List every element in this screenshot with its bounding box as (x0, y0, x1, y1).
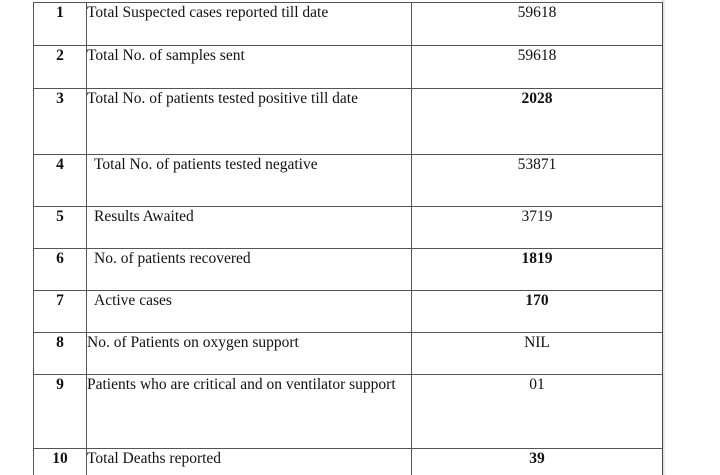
row-label: Patients who are critical and on ventilator support (87, 375, 412, 449)
row-value: 59618 (412, 46, 663, 89)
row-label: Total No. of samples sent (87, 46, 412, 89)
serial-number: 5 (34, 207, 87, 249)
table-row (34, 3, 663, 46)
row-value: 1819 (412, 249, 663, 291)
row-value: 53871 (412, 155, 663, 207)
row-value: 01 (412, 375, 663, 449)
serial-number: 2 (34, 46, 87, 89)
table-row (34, 449, 663, 475)
row-label: Total No. of patients tested positive till date (87, 89, 412, 155)
serial-number: 4 (34, 155, 87, 207)
row-value: 39 (412, 449, 663, 475)
row-label: Results Awaited (87, 207, 412, 249)
table-row (34, 333, 663, 375)
row-label: Active cases (87, 291, 412, 333)
row-label: Total No. of patients tested negative (87, 155, 412, 207)
serial-number: 6 (34, 249, 87, 291)
table-row (34, 207, 663, 249)
page-edge-shadow (662, 0, 666, 475)
row-value: 3719 (412, 207, 663, 249)
table-row (34, 155, 663, 207)
table-row (34, 249, 663, 291)
covid-status-table (33, 2, 663, 475)
table-row (34, 291, 663, 333)
serial-number: 10 (34, 449, 87, 475)
row-value: 2028 (412, 89, 663, 155)
serial-number: 9 (34, 375, 87, 449)
row-label: Total Suspected cases reported till date (87, 3, 412, 46)
row-label: No. of Patients on oxygen support (87, 333, 412, 375)
table-row (34, 89, 663, 155)
row-label: No. of patients recovered (87, 249, 412, 291)
row-value: 170 (412, 291, 663, 333)
table-row (34, 375, 663, 449)
row-value: 59618 (412, 3, 663, 46)
table-row (34, 46, 663, 89)
serial-number: 7 (34, 291, 87, 333)
serial-number: 1 (34, 3, 87, 46)
serial-number: 3 (34, 89, 87, 155)
row-label: Total Deaths reported (87, 449, 412, 475)
row-value: NIL (412, 333, 663, 375)
serial-number: 8 (34, 333, 87, 375)
